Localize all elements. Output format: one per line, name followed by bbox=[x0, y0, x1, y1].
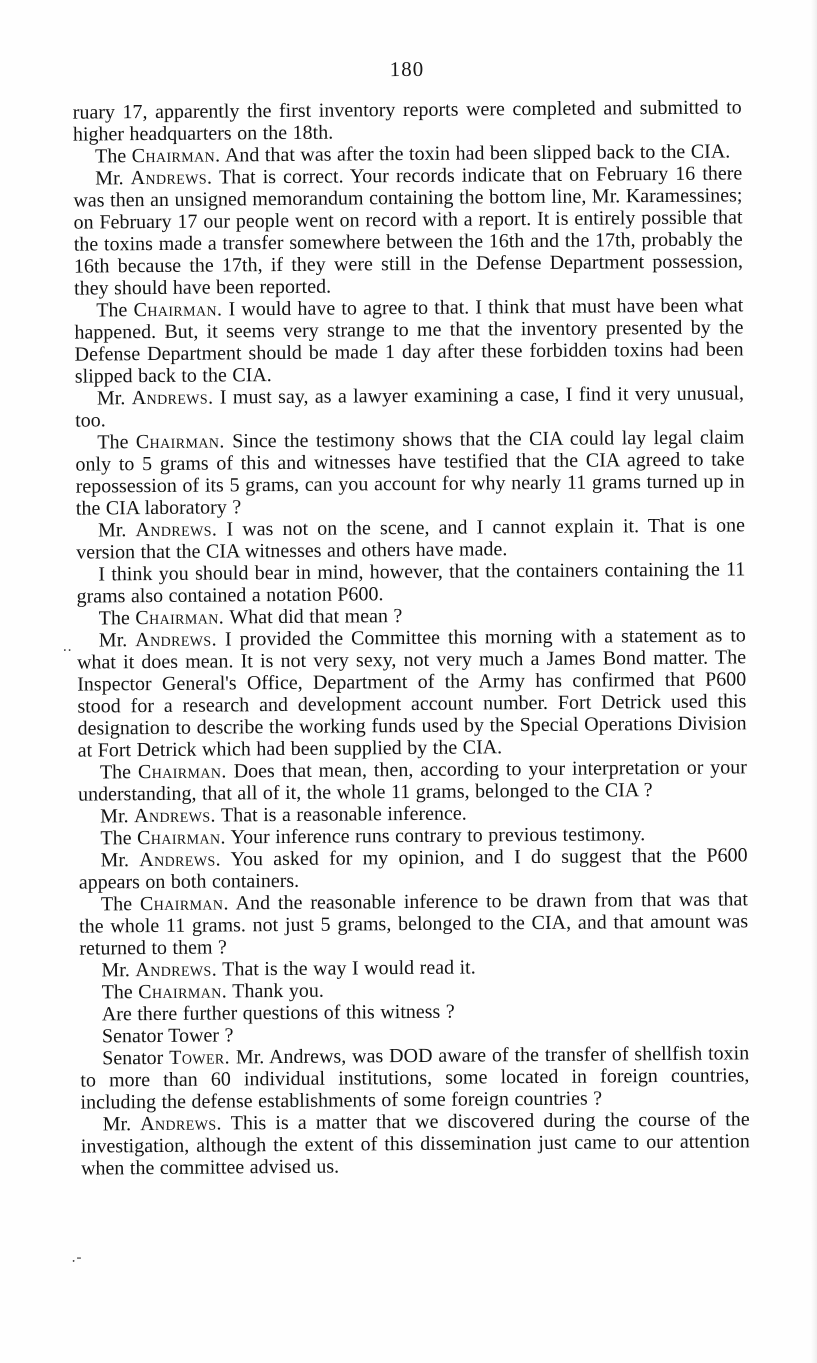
speaker-label bbox=[102, 1046, 230, 1069]
speaker-label bbox=[100, 760, 227, 783]
speaker-prefix: The bbox=[97, 431, 136, 454]
speaker-label bbox=[100, 826, 226, 849]
transcript-body bbox=[73, 96, 750, 1179]
speaker-prefix: The bbox=[94, 145, 132, 168]
speaker-name: Chairman. bbox=[135, 606, 225, 630]
page-number: 180 bbox=[389, 56, 425, 82]
speaker-name: Chairman. bbox=[131, 144, 221, 168]
speaker-label bbox=[101, 848, 222, 871]
speaker-name: Tower. bbox=[169, 1046, 231, 1069]
speaker-name: Andrews. bbox=[135, 958, 218, 982]
speaker-label bbox=[97, 387, 214, 410]
speaker-label bbox=[97, 430, 225, 453]
speaker-prefix: Mr. bbox=[96, 387, 132, 410]
paragraph: The Chairman. And the reasonable inference to be drawn from that was that the whole 11 grams. not just 5 grams, belonged to the CIA, and that amount was returned to them ? bbox=[79, 888, 749, 960]
speaker-name: Chairman. bbox=[138, 980, 228, 1004]
speaker-label bbox=[100, 805, 216, 828]
paragraph: The Chairman. I would have to agree to that. I think that must have been what happened. But, it seems very strange to me that the inventory presented by the Defense Department should be made 1 day after these forbidden toxins had been slipped back to the CIA. bbox=[74, 294, 744, 388]
paragraph: Mr. Andrews. I must say, as a lawyer examining a case, I find it very unusual, too. bbox=[75, 382, 745, 432]
paragraph: ruary 17, apparently the first inventory reports were completed and submitted to higher headquarters on the 18th. bbox=[72, 96, 742, 146]
paragraph: Mr. Andrews. That is the way I would read it. bbox=[101, 956, 476, 982]
speaker-label bbox=[101, 892, 229, 915]
speaker-name: Andrews. bbox=[131, 386, 214, 410]
speaker-label bbox=[99, 606, 225, 629]
paragraph: The Chairman. Your inference runs contrary to previous testimony. bbox=[100, 823, 646, 850]
speaker-label bbox=[98, 519, 217, 542]
scan-artifact-mid: .. bbox=[62, 638, 73, 655]
speaker-label bbox=[102, 980, 228, 1003]
speaker-label bbox=[101, 959, 217, 982]
speaker-prefix: The bbox=[100, 827, 138, 850]
speaker-name: Andrews. bbox=[134, 804, 216, 828]
speaker-prefix: The bbox=[96, 299, 134, 322]
paragraph: The Chairman. And that was after the toxin had been slipped back to the CIA. bbox=[94, 140, 731, 168]
speaker-prefix: Senator bbox=[102, 1046, 170, 1070]
paragraph: Mr. Andrews. You asked for my opinion, and I do suggest that the P600 appears on both containers. bbox=[78, 844, 748, 894]
paragraph: Mr. Andrews. I provided the Committee this morning with a statement as to what it does mean. It is not very sexy, not very much a James Bond matter. The Inspector General's Office, Department of the Army has confirmed that P600 stood for a research and development account number. Fort Detrick used this designation to describe the working funds used by the Special Operations Division at Fort Detrick which had been supplied by the CIA. bbox=[76, 624, 747, 762]
paragraph: The Chairman. Thank you. bbox=[101, 979, 324, 1004]
paragraph: The Chairman. Does that mean, then, according to your interpretation or your understanding, that all of it, the whole 11 grams, belonged to the CIA ? bbox=[78, 756, 747, 806]
speaker-prefix: The bbox=[99, 761, 139, 784]
paragraph: Mr. Andrews. I was not on the scene, and I cannot explain it. That is one version that the CIA witnesses and others have made. bbox=[76, 514, 746, 564]
speaker-prefix: The bbox=[98, 607, 136, 630]
speaker-prefix: Mr. bbox=[101, 959, 136, 982]
speaker-name: Chairman. bbox=[136, 826, 226, 850]
paragraph: Senator Tower. Mr. Andrews, was DOD aware of the transfer of shellfish toxin to more than 60 individual institutions, some located in foreign countries, including the defense establishments of some foreign countries ? bbox=[80, 1042, 750, 1114]
speaker-name: Andrews. bbox=[135, 628, 218, 652]
speaker-prefix: Mr. bbox=[95, 167, 131, 190]
paragraph: Senator Tower ? bbox=[101, 1024, 234, 1048]
speaker-name: Andrews. bbox=[139, 848, 222, 872]
speaker-prefix: The bbox=[101, 981, 139, 1004]
speaker-prefix: Mr. bbox=[102, 1113, 141, 1136]
speaker-name: Chairman. bbox=[137, 760, 227, 784]
speaker-prefix: Mr. bbox=[97, 519, 136, 542]
speaker-label bbox=[96, 298, 222, 321]
speaker-prefix: Mr. bbox=[100, 849, 140, 872]
paragraph: Mr. Andrews. This is a matter that we discovered during the course of the investigation, although the extent of this dissemination just came to our attention when the committee advised us. bbox=[80, 1108, 750, 1180]
paragraph: The Chairman. What did that mean ? bbox=[98, 605, 403, 630]
speaker-name: Chairman. bbox=[133, 298, 223, 322]
speaker-name: Andrews. bbox=[135, 518, 218, 542]
speaker-prefix: Mr. bbox=[98, 629, 136, 652]
speaker-name: Chairman. bbox=[139, 892, 229, 916]
paragraph: I think you should bear in mind, however, that the containers containing the 11 grams also contained a notation P600. bbox=[76, 558, 746, 608]
speaker-label bbox=[103, 1112, 222, 1135]
speaker-label bbox=[95, 144, 221, 167]
paragraph: Are there further questions of this witness ? bbox=[101, 1000, 455, 1026]
paragraph: The Chairman. Since the testimony shows that the CIA could lay legal claim only to 5 grams of this and witnesses have testified that the CIA agreed to take repossession of its 5 grams, can you account for why nearly 11 grams turned up in the CIA laboratory ? bbox=[75, 426, 745, 520]
paragraph: Mr. Andrews. That is a reasonable inference. bbox=[100, 802, 467, 828]
speaker-prefix: Mr. bbox=[100, 805, 135, 828]
speaker-name: Andrews. bbox=[130, 166, 213, 190]
scan-artifact-bottom: .- bbox=[71, 1249, 83, 1266]
paragraph: Mr. Andrews. That is correct. Your records indicate that on February 16 there was then an unsigned memorandum containing the bottom line, Mr. Karamessines; on February 17 our people went on record with a report. It is entirely possible that the toxins made a transfer somewhere between the 16th and the 17th, probably the 16th because the 17th, if they were still in the Defense Department possession, they should have been reported. bbox=[73, 162, 744, 300]
speaker-name: Andrews. bbox=[140, 1112, 222, 1136]
speaker-prefix: The bbox=[100, 893, 141, 916]
speaker-name: Chairman. bbox=[135, 430, 225, 454]
speaker-label bbox=[95, 167, 212, 190]
speaker-label bbox=[99, 629, 217, 652]
